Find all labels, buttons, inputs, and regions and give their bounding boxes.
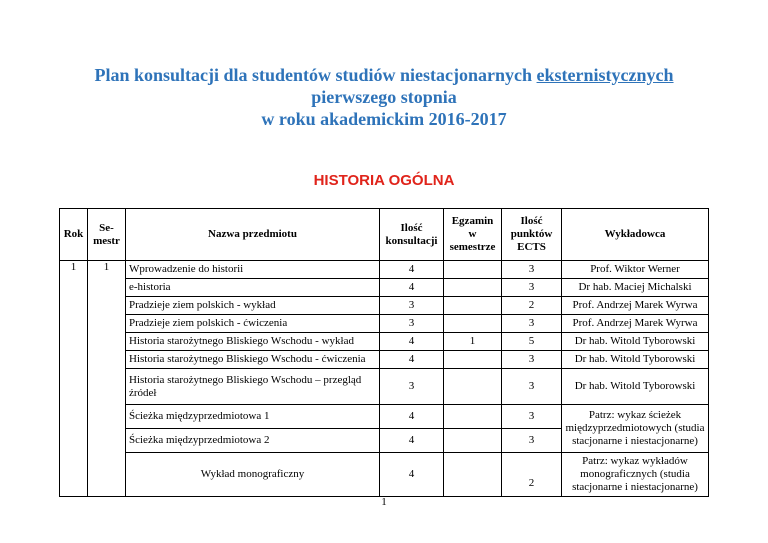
- cell-nazwa: Historia starożytnego Bliskiego Wschodu - wykład: [126, 333, 380, 351]
- cell-semestr: 1: [88, 261, 126, 497]
- cell-nazwa: Ścieżka międzyprzedmiotowa 1: [126, 405, 380, 429]
- title-underlined-word: eksternistycznych: [536, 65, 674, 85]
- cell-nazwa: Historia starożytnego Bliskiego Wschodu - ćwiczenia: [126, 351, 380, 369]
- header-wykladowca: Wykładowca: [562, 209, 709, 261]
- cell-ilosc: 4: [380, 333, 444, 351]
- cell-rok: 1: [60, 261, 88, 497]
- cell-wykladowca: Prof. Andrzej Marek Wyrwa: [562, 297, 709, 315]
- cell-ects: 5: [502, 333, 562, 351]
- cell-ects: 3: [502, 369, 562, 405]
- table-row: [60, 351, 709, 369]
- cell-nazwa: Pradzieje ziem polskich - wykład: [126, 297, 380, 315]
- cell-egzamin: [444, 429, 502, 453]
- cell-ilosc: 4: [380, 453, 444, 497]
- cell-egzamin: [444, 453, 502, 497]
- header-ilosc: Ilość konsultacji: [380, 209, 444, 261]
- header-semestr: Se- mestr: [88, 209, 126, 261]
- table-row: [60, 405, 709, 429]
- table-row: [60, 279, 709, 297]
- cell-egzamin: 1: [444, 333, 502, 351]
- table-row: [60, 333, 709, 351]
- cell-ects: 3: [502, 351, 562, 369]
- cell-nazwa: Historia starożytnego Bliskiego Wschodu – przegląd źródeł: [126, 369, 380, 405]
- cell-egzamin: [444, 351, 502, 369]
- header-row: [60, 209, 709, 261]
- cell-wykladowca: Patrz: wykaz wykładów monograficznych (studia stacjonarne i niestacjonarne): [562, 453, 709, 497]
- header-nazwa: Nazwa przedmiotu: [126, 209, 380, 261]
- document-title: [0, 64, 768, 130]
- table-row: [60, 297, 709, 315]
- cell-nazwa: Ścieżka międzyprzedmiotowa 2: [126, 429, 380, 453]
- cell-ects: 3: [502, 261, 562, 279]
- cell-wykladowca: Dr hab. Witold Tyborowski: [562, 333, 709, 351]
- page-number: 1: [381, 496, 387, 508]
- cell-ilosc: 3: [380, 315, 444, 333]
- table-row: [60, 315, 709, 333]
- cell-ects: 3: [502, 279, 562, 297]
- cell-wykladowca: Prof. Andrzej Marek Wyrwa: [562, 315, 709, 333]
- title-line1: Plan konsultacji dla studentów studiów niestacjonarnych: [94, 65, 537, 85]
- cell-nazwa: e-historia: [126, 279, 380, 297]
- cell-ilosc: 4: [380, 405, 444, 429]
- cell-ects: 2: [502, 297, 562, 315]
- cell-egzamin: [444, 279, 502, 297]
- cell-nazwa: Wykład monograficzny: [126, 453, 380, 497]
- header-egzamin: Egzamin w semestrze: [444, 209, 502, 261]
- cell-nazwa: Pradzieje ziem polskich - ćwiczenia: [126, 315, 380, 333]
- title-line2: pierwszego stopnia: [311, 87, 457, 107]
- cell-egzamin: [444, 405, 502, 429]
- title-line3: w roku akademickim 2016-2017: [261, 109, 507, 129]
- cell-wykladowca: Dr hab. Witold Tyborowski: [562, 369, 709, 405]
- cell-ilosc: 3: [380, 369, 444, 405]
- table-row: [60, 261, 709, 279]
- cell-ects: 2: [502, 453, 562, 497]
- cell-egzamin: [444, 315, 502, 333]
- cell-wykladowca: Prof. Wiktor Werner: [562, 261, 709, 279]
- cell-ilosc: 4: [380, 261, 444, 279]
- cell-ilosc: 3: [380, 297, 444, 315]
- section-title: HISTORIA OGÓLNA: [313, 172, 455, 189]
- header-ects: Ilość punktów ECTS: [502, 209, 562, 261]
- table-row: [60, 453, 709, 497]
- cell-egzamin: [444, 369, 502, 405]
- cell-nazwa: Wprowadzenie do historii: [126, 261, 380, 279]
- cell-wykladowca: Dr hab. Maciej Michalski: [562, 279, 709, 297]
- cell-wykladowca: Dr hab. Witold Tyborowski: [562, 351, 709, 369]
- header-rok: Rok: [60, 209, 88, 261]
- cell-ilosc: 4: [380, 351, 444, 369]
- cell-ects: 3: [502, 405, 562, 429]
- cell-egzamin: [444, 297, 502, 315]
- cell-wykladowca-sciezka: Patrz: wykaz ścieżek międzyprzedmiotowych (studia stacjonarne i niestacjonarne): [562, 405, 709, 453]
- cell-ilosc: 4: [380, 429, 444, 453]
- table-row: [60, 369, 709, 405]
- cell-egzamin: [444, 261, 502, 279]
- cell-ects: 3: [502, 429, 562, 453]
- schedule-table: [59, 208, 709, 497]
- cell-ilosc: 4: [380, 279, 444, 297]
- cell-ects: 3: [502, 315, 562, 333]
